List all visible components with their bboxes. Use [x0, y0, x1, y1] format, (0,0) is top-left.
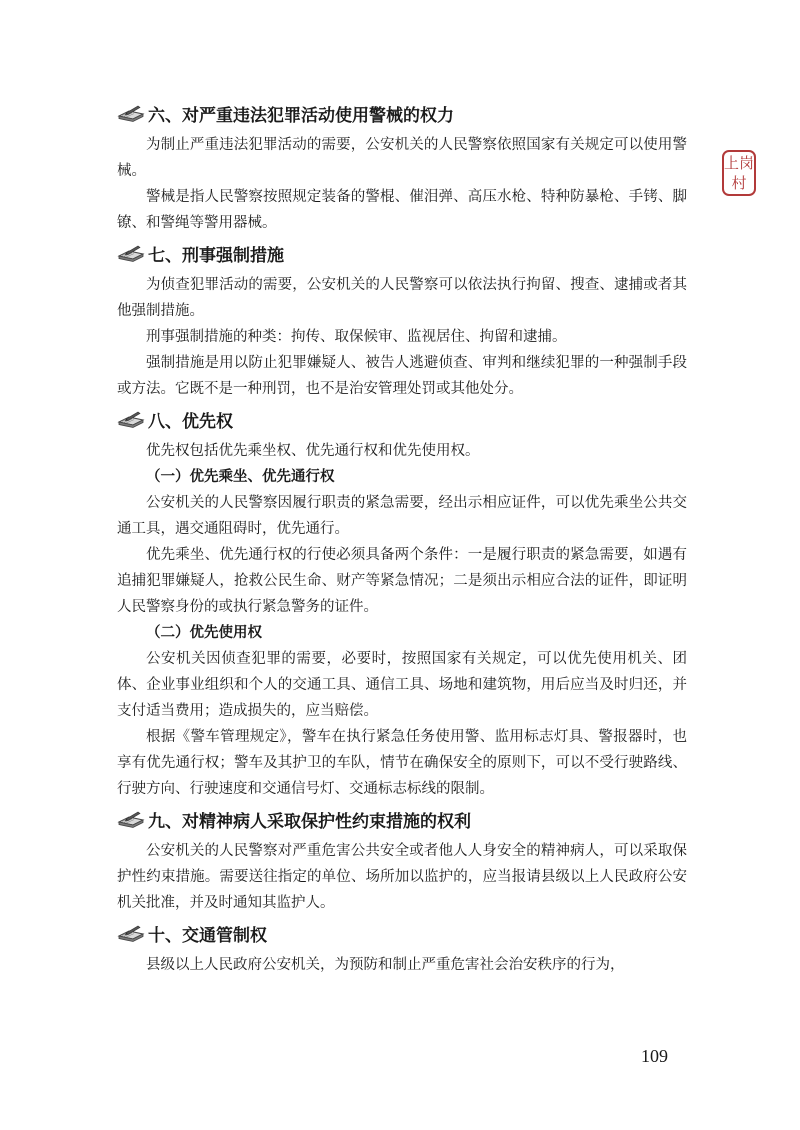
page-number: 109: [641, 1046, 668, 1066]
paragraph: 为制止严重违法犯罪活动的需要，公安机关的人民警察依照国家有关规定可以使用警械。: [117, 137, 687, 179]
paragraph: 警械是指人民警察按照规定装备的警棍、催泪弹、高压水枪、特种防暴枪、手铐、脚镣、和警绳等警用器械。: [117, 189, 687, 231]
subheading: （二）优先使用权: [146, 625, 262, 641]
paragraph: 优先乘坐、优先通行权的行使必须具备两个条件：一是履行职责的紧急需要，如遇有追捕犯罪嫌疑人，抢救公民生命、财产等紧急情况；二是须出示相应合法的证件，即证明人民警察身份的或执行紧急警务的证件。: [117, 547, 687, 615]
paragraph: 公安机关的人民警察对严重危害公共安全或者他人人身安全的精神病人，可以采取保护性约束措施。需要送往指定的单位、场所加以监护的，应当报请县级以上人民政府公安机关批准，并及时通知其监护人。: [117, 843, 687, 911]
paragraph: 强制措施是用以防止犯罪嫌疑人、被告人逃避侦查、审判和继续犯罪的一种强制手段或方法。它既不是一种刑罚，也不是治安管理处罚或其他处分。: [117, 355, 687, 397]
paragraph: 为侦查犯罪活动的需要，公安机关的人民警察可以依法执行拘留、搜查、逮捕或者其他强制措施。: [117, 277, 687, 319]
paragraph: 根据《警车管理规定》，警车在执行紧急任务使用警、监用标志灯具、警报器时，也享有优先通行权；警车及其护卫的车队，情节在确保安全的原则下，可以不受行驶路线、行驶方向、行驶速度和交通信号灯、交通标志标线的限制。: [117, 729, 687, 797]
paragraph: 公安机关因侦查犯罪的需要，必要时，按照国家有关规定，可以优先使用机关、团体、企业事业组织和个人的交通工具、通信工具、场地和建筑物，用后应当及时归还，并支付适当费用；造成损失的，应当赔偿。: [117, 651, 687, 719]
paragraph: 县级以上人民政府公安机关，为预防和制止严重危害社会治安秩序的行为，: [146, 957, 625, 973]
book-pen-icon: [117, 410, 145, 428]
seal-stamp-icon: 上岗村: [722, 150, 756, 196]
paragraph: 刑事强制措施的种类：拘传、取保候审、监视居住、拘留和逮捕。: [146, 329, 567, 345]
section-heading-8: 八、优先权: [117, 404, 687, 434]
section-heading-10: 十、交通管制权: [117, 918, 687, 948]
paragraph: 公安机关的人民警察因履行职责的紧急需要，经出示相应证件，可以优先乘坐公共交通工具，遇交通阻碍时，优先通行。: [117, 495, 687, 537]
book-pen-icon: [117, 244, 145, 262]
page-content: [117, 96, 687, 978]
book-pen-icon: [117, 810, 145, 828]
section-heading-9: 九、对精神病人采取保护性约束措施的权利: [117, 804, 687, 834]
section-heading-7: 七、刑事强制措施: [117, 238, 687, 268]
paragraph: 优先权包括优先乘坐权、优先通行权和优先使用权。: [146, 443, 480, 459]
subheading: （一）优先乘坐、优先通行权: [146, 469, 335, 485]
book-pen-icon: [117, 104, 145, 122]
section-heading-6: 六、对严重违法犯罪活动使用警械的权力: [117, 98, 687, 128]
book-pen-icon: [117, 924, 145, 942]
